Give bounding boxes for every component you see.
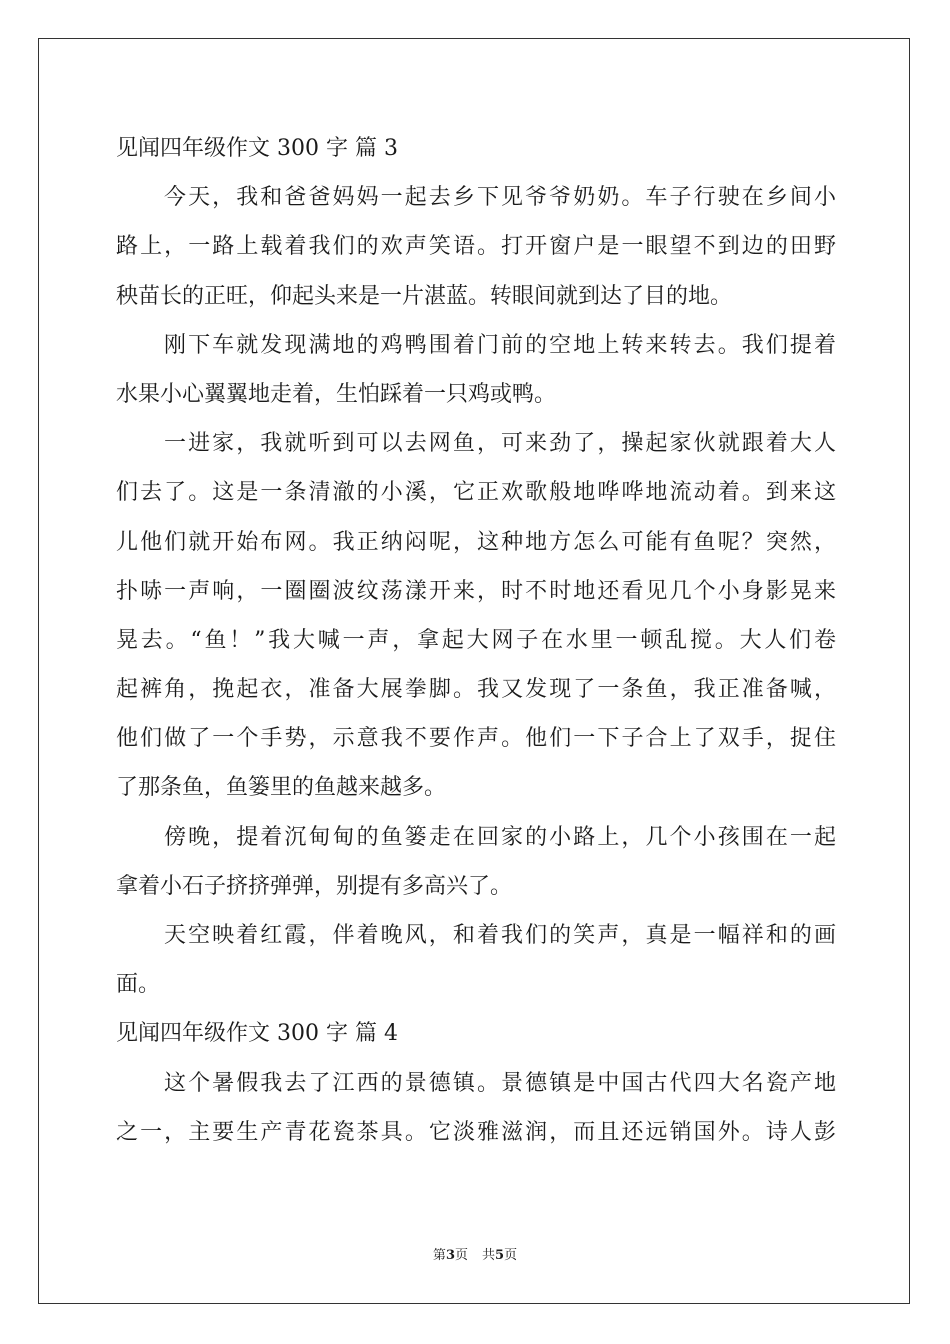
text-line: 起裤角，挽起衣，准备大展拳脚。我又发现了一条鱼，我正准备喊， [116,677,836,703]
text-line: 傍晚，提着沉甸甸的鱼篓走在回家的小路上，几个小孩围在一起 [164,824,836,850]
document-body [116,124,836,1157]
text-line: 路上，一路上载着我们的欢声笑语。打开窗户是一眼望不到边的田野 [116,234,836,260]
section-heading: 见闻四年级作文 300 字 篇 3 [116,136,398,161]
footer-total-unit: 页 [504,1248,518,1263]
text-line: 之一，主要生产青花瓷茶具。它淡雅滋润，而且还远销国外。诗人彭 [116,1119,836,1145]
text-line: 今天，我和爸爸妈妈一起去乡下见爷爷奶奶。车子行驶在乡间小 [164,185,836,211]
section-heading: 见闻四年级作文 300 字 篇 4 [116,1021,398,1047]
footer-page-total: 5 [495,1248,505,1263]
text-line: 秧苗长的正旺，仰起头来是一片湛蓝。转眼间就到达了目的地。 [116,283,733,309]
text-line: 了那条鱼，鱼篓里的鱼越来越多。 [116,775,447,801]
text-line: 面。 [116,972,161,998]
text-line: 一进家，我就听到可以去网鱼，可来劲了，操起家伙就跟着大人 [164,431,836,457]
text-line: 儿他们就开始布网。我正纳闷呢，这种地方怎么可能有鱼呢？突然， [116,529,836,555]
text-line: 天空映着红霞，伴着晚风，和着我们的笑声，真是一幅祥和的画 [164,923,836,948]
footer-total-prefix: 共 [482,1248,496,1263]
footer-page-unit: 页 [454,1248,468,1263]
text-line: 扑哧一声响，一圈圈波纹荡漾开来，时不时地还看见几个小身影晃来 [116,578,836,604]
text-line: 水果小心翼翼地走着，生怕踩着一只鸡或鸭。 [116,381,557,407]
footer-page-current: 3 [445,1248,455,1263]
page-footer [0,1246,950,1266]
text-line: 这个暑假我去了江西的景德镇。景德镇是中国古代四大名瓷产地 [164,1070,836,1096]
text-line: 他们做了一个手势，示意我不要作声。他们一下子合上了双手，捉住 [116,726,836,752]
text-line: 们去了。这是一条清澈的小溪，它正欢歌般地哗哗地流动着。到来这 [116,480,836,506]
text-line: 晃去。“鱼！”我大喊一声，拿起大网子在水里一顿乱搅。大人们卷 [116,627,836,653]
text-line: 刚下车就发现满地的鸡鸭围着门前的空地上转来转去。我们提着 [164,332,836,358]
text-line: 拿着小石子挤挤弹弹，别提有多高兴了。 [116,873,513,899]
footer-page-prefix: 第 [432,1248,446,1263]
